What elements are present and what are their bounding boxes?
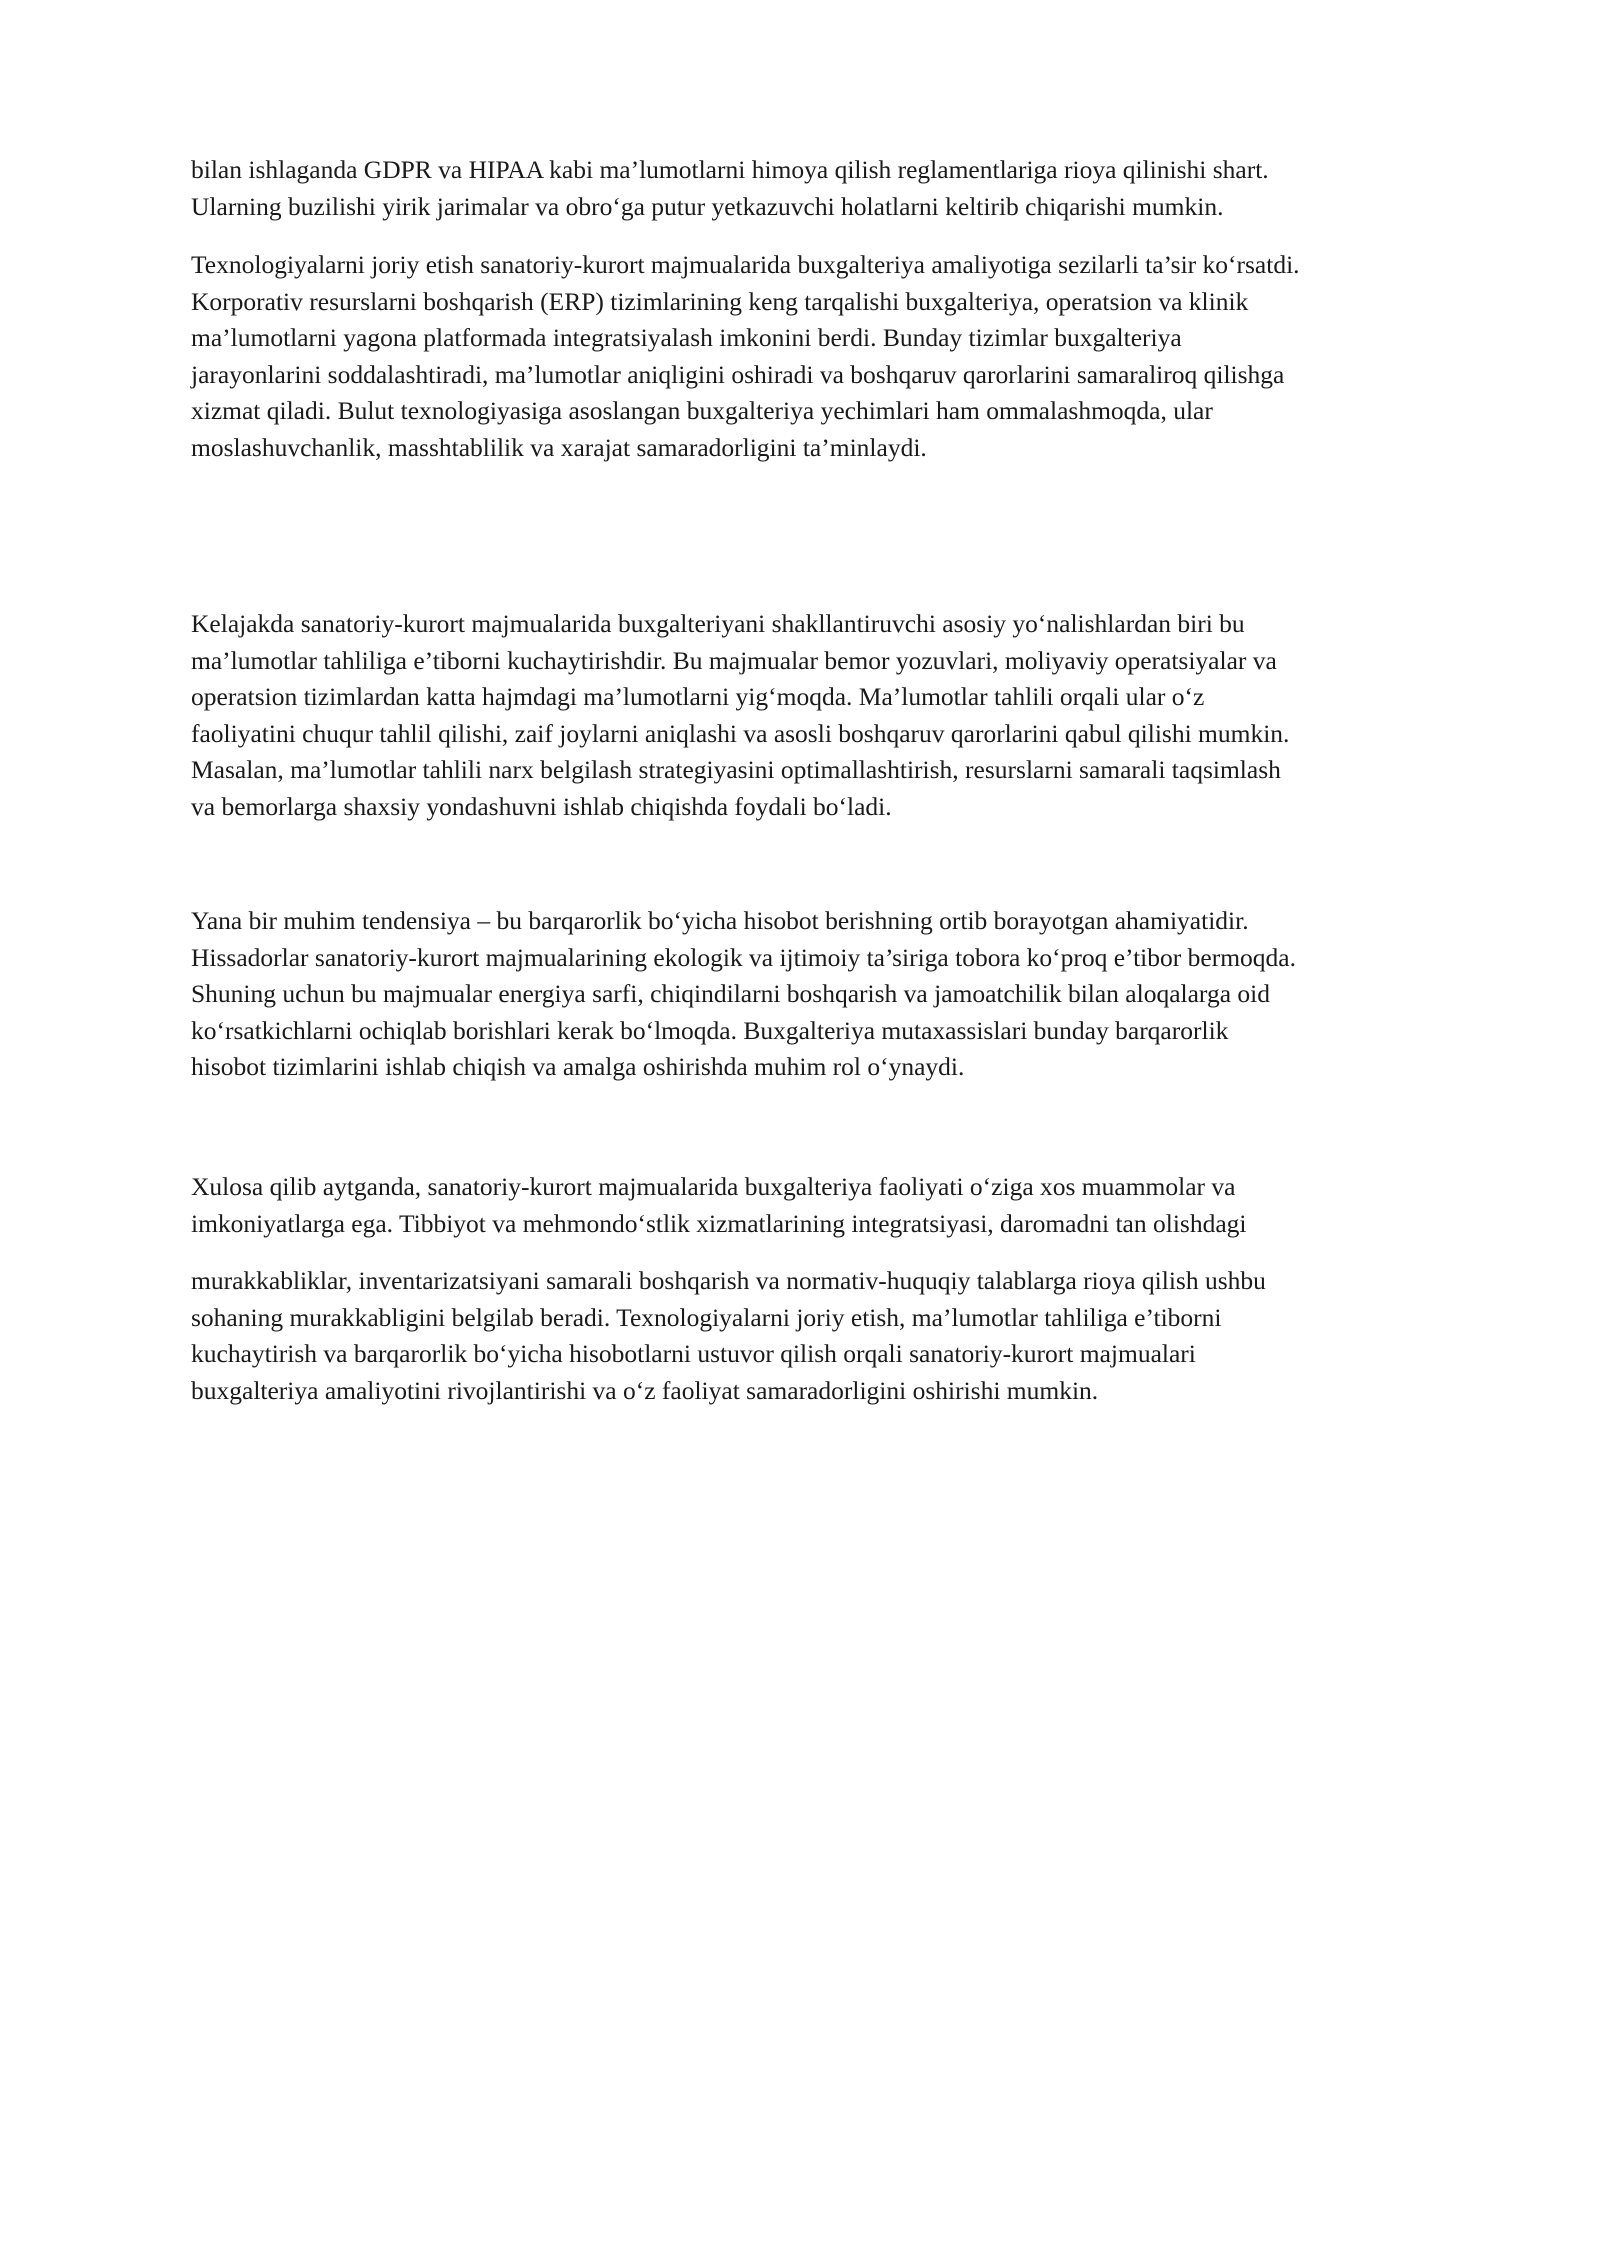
text-line: jarayonlarini soddalashtiradi, ma’lumotlar aniqligini oshiradi va boshqaruv qarorlarini samaraliroq qilishga [191, 359, 1285, 389]
text-line: xizmat qiladi. Bulut texnologiyasiga asoslangan buxgalteriya yechimlari ham ommalashmoqda, ular [191, 396, 1213, 426]
text-line: va bemorlarga shaxsiy yondashuvni ishlab chiqishda foydali bo‘ladi. [191, 791, 892, 821]
text-line: ko‘rsatkichlarni ochiqlab borishlari kerak bo‘lmoqda. Buxgalteriya mutaxassislari bunday barqarorlik [191, 1015, 1229, 1045]
paragraph-sustainability [191, 903, 1501, 1086]
text-line: kuchaytirish va barqarorlik bo‘yicha hisobotlarni ustuvor qilish orqali sanatoriy-kurort majmualari [191, 1339, 1196, 1369]
text-line: Texnologiyalarni joriy etish sanatoriy-kurort majmualarida buxgalteriya amaliyotiga sezilarli ta’sir ko‘rsatdi. [191, 250, 1300, 279]
text-line: Yana bir muhim tendensiya – bu barqarorlik bo‘yicha hisobot berishning ortib borayotgan ahamiyatidir. [191, 906, 1249, 935]
text-line: faoliyatini chuqur tahlil qilishi, zaif joylarni aniqlashi va asosli boshqaruv qarorlarini qabul qilishi mumkin. [191, 718, 1290, 748]
text-line: Hissadorlar sanatoriy-kurort majmualarining ekologik va ijtimoiy ta’siriga tobora ko‘proq e’tibor bermoqda. [191, 942, 1296, 972]
text-line: operatsion tizimlardan katta hajmdagi ma’lumotlarni yig‘moqda. Ma’lumotlar tahlili orqali ular o‘z [191, 682, 1205, 712]
text-line: hisobot tizimlarini ishlab chiqish va amalga oshirishda muhim rol o‘ynaydi. [191, 1052, 965, 1082]
text-line: buxgalteriya amaliyotini rivojlantirishi va o‘z faoliyat samaradorligini oshirishi mumkin. [191, 1375, 1099, 1405]
text-line: Ularning buzilishi yirik jarimalar va obro‘ga putur yetkazuvchi holatlarni keltirib chiqarishi mumkin. [191, 191, 1224, 221]
paragraph-conclusion-continued [191, 1263, 1501, 1409]
paragraph-data-analytics [191, 606, 1501, 826]
paragraph-conclusion [191, 1169, 1501, 1242]
text-line: imkoniyatlarga ega. Tibbiyot va mehmondo‘stlik xizmatlarining integratsiyasi, daromadni tan olishdagi [191, 1208, 1247, 1238]
text-line: moslashuvchanlik, masshtablilik va xarajat samaradorligini ta’minlaydi. [191, 432, 927, 462]
text-line: ma’lumotlar tahliliga e’tiborni kuchaytirishdir. Bu majmualar bemor yozuvlari, moliyaviy operatsiyalar va [191, 645, 1277, 675]
text-line: Kelajakda sanatoriy-kurort majmualarida buxgalteriyani shakllantiruvchi asosiy yo‘nalishlardan biri bu [191, 609, 1245, 638]
text-line: Shuning uchun bu majmualar energiya sarfi, chiqindilarni boshqarish va jamoatchilik bilan aloqalarga oid [191, 979, 1270, 1009]
text-line: sohaning murakkabligini belgilab beradi. Texnologiyalarni joriy etish, ma’lumotlar tahliliga e’tiborni [191, 1302, 1222, 1332]
text-line: murakkabliklar, inventarizatsiyani samarali boshqarish va normativ-huquqiy talablarga rioya qilish ushbu [191, 1266, 1266, 1295]
text-line: bilan ishlaganda GDPR va HIPAA kabi ma’lumotlarni himoya qilish reglamentlariga rioya qilinishi shart. [191, 155, 1269, 184]
text-line: ma’lumotlarni yagona platformada integratsiyalash imkonini berdi. Bunday tizimlar buxgalteriya [191, 323, 1182, 353]
text-line: Masalan, ma’lumotlar tahlili narx belgilash strategiyasini optimallashtirish, resurslarni samarali taqsimlash [191, 755, 1281, 785]
paragraph-technology [191, 247, 1501, 467]
text-line: Xulosa qilib aytganda, sanatoriy-kurort majmualarida buxgalteriya faoliyati o‘ziga xos muammolar va [191, 1172, 1236, 1201]
paragraph-data-protection [191, 152, 1501, 225]
text-line: Korporativ resurslarni boshqarish (ERP) tizimlarining keng tarqalishi buxgalteriya, operatsion va klinik [191, 286, 1249, 316]
